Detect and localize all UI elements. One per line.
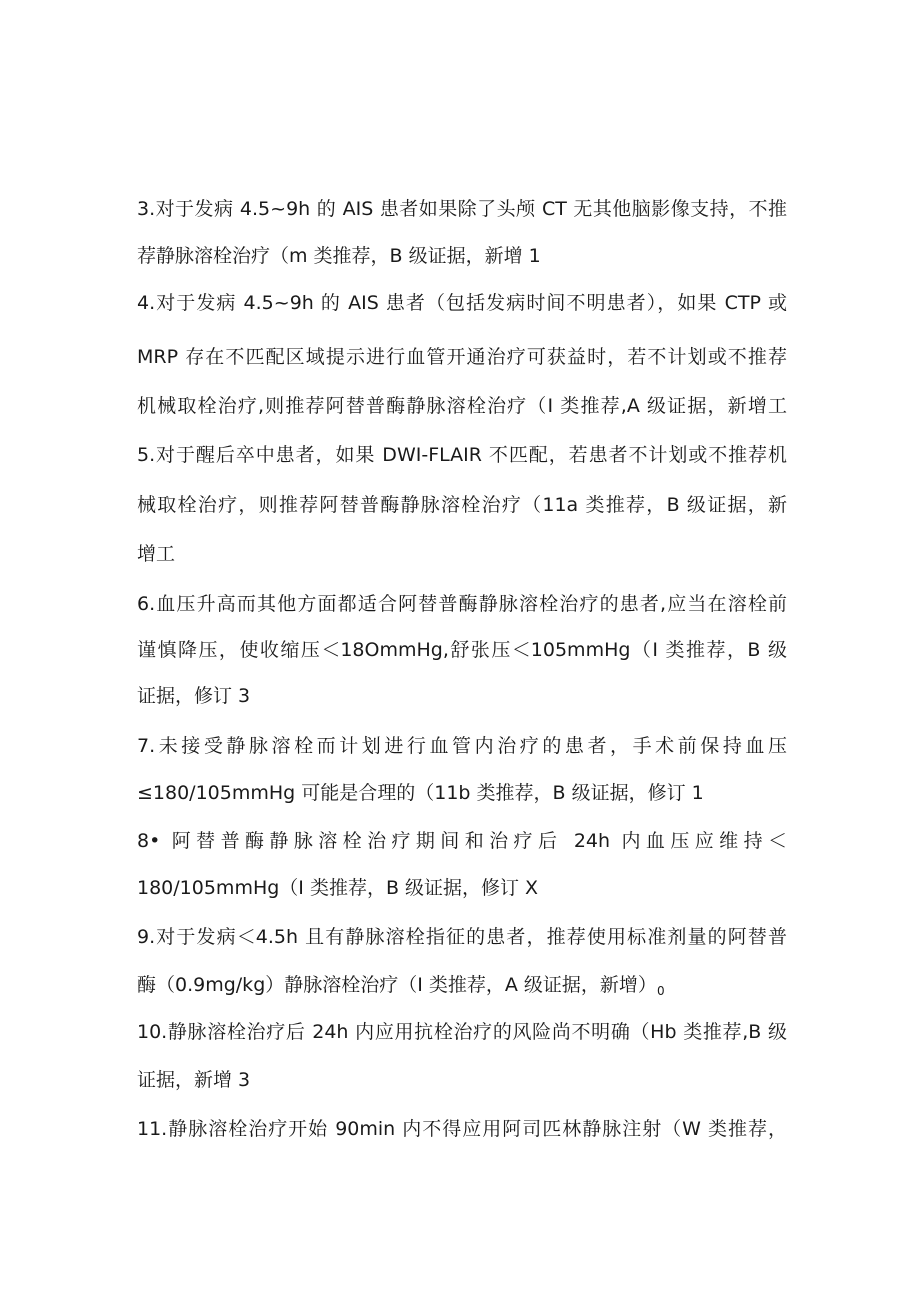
text-line-16: 9.对于发病＜4.5h 且有静脉溶栓指征的患者，推荐使用标准剂量的阿替普: [137, 926, 787, 948]
text-line-20: 11.静脉溶栓治疗开始 90min 内不得应用阿司匹林静脉注射（W 类推荐，: [137, 1118, 787, 1140]
text-line-15: 180/105mmHg（I 类推荐，B 级证据，修订 X: [137, 877, 539, 899]
text-line-7: 械取栓治疗，则推荐阿替普酶静脉溶栓治疗（11a 类推荐，B 级证据，新: [137, 494, 787, 516]
text-line-17-suffix: 0: [656, 984, 665, 998]
text-line-5: 机械取栓治疗,则推荐阿替普酶静脉溶栓治疗（I 类推荐,A 级证据，新增工: [137, 395, 787, 417]
text-line-4: MRP 存在不匹配区域提示进行血管开通治疗可获益时，若不计划或不推荐: [137, 346, 787, 368]
text-line-12: 7.未接受静脉溶栓而计划进行血管内治疗的患者，手术前保持血压: [137, 735, 787, 757]
text-line-6: 5.对于醒后卒中患者，如果 DWI-FLAIR 不匹配，若患者不计划或不推荐机: [137, 444, 787, 466]
text-line-8: 增工: [137, 543, 176, 565]
text-line-11: 证据，修订 3: [137, 685, 251, 707]
text-line-19: 证据，新增 3: [137, 1069, 251, 1091]
text-line-17: [137, 973, 787, 1003]
text-line-17-main: 酶（0.9mg/kg）静脉溶栓治疗（I 类推荐，A 级证据，新增）: [137, 974, 657, 996]
text-line-18: 10.静脉溶栓治疗后 24h 内应用抗栓治疗的风险尚不明确（Hb 类推荐,B 级: [137, 1021, 787, 1043]
text-line-2: 荐静脉溶栓治疗（m 类推荐，B 级证据，新增 1: [137, 245, 541, 267]
text-line-14: 8• 阿替普酶静脉溶栓治疗期间和治疗后 24h 内血压应维持＜: [137, 830, 787, 852]
text-line-1: 3.对于发病 4.5~9h 的 AIS 患者如果除了头颅 CT 无其他脑影像支持，不推: [137, 198, 787, 220]
text-line-9: 6.血压升高而其他方面都适合阿替普酶静脉溶栓治疗的患者,应当在溶栓前: [137, 593, 787, 615]
text-line-13: ≤180/105mmHg 可能是合理的（11b 类推荐，B 级证据，修订 1: [137, 782, 704, 804]
text-line-10: 谨慎降压，使收缩压＜18OmmHg,舒张压＜105mmHg（I 类推荐，B 级: [137, 639, 787, 661]
text-line-3: 4.对于发病 4.5~9h 的 AIS 患者（包括发病时间不明患者），如果 CTP 或: [137, 292, 787, 314]
